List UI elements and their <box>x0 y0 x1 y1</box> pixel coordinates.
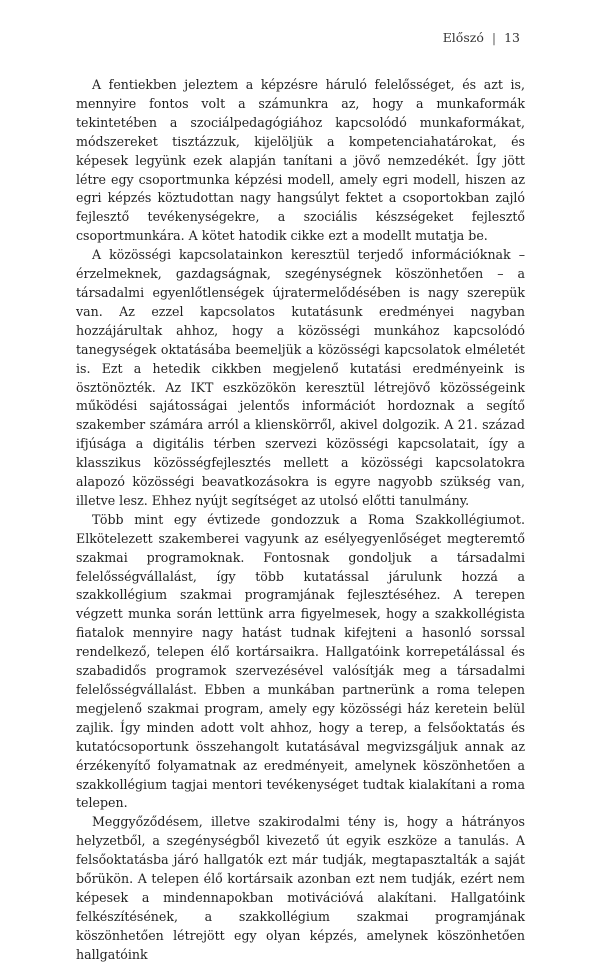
page-number: 13 <box>504 30 520 45</box>
paragraph: A fentiekben jeleztem a képzésre háruló felelősséget, és azt is, mennyire fontos volt a számunkra az, hogy a munkaformák tekintetében a szociálpedagógiához kapcsolódó munkaformákat, módszereket tisztázzuk, kijelöljük a kompetenciahatárokat, és képesek legyünk ezek alapján tanítani a jövő nemzedékét. Így jött létre egy csoportmunka képzési modell, amely egri modell, hiszen az egri képzés köztudottan nagy hangsúlyt fektet a csoportokban zajló fejlesztő tevékenységekre, a szociális készségeket fejlesztő csoportmunkára. A kötet hatodik cikke ezt a modellt mutatja be. <box>76 77 525 244</box>
paragraph: A közösségi kapcsolatainkon keresztül terjedő információknak – érzelmeknek, gazdagságnak, szegénységnek köszönhetően – a társadalmi egyenlőtlenségek újratermelődésében is nagy szerepük van. Az ezzel kapcsolatos kutatásunk eredményei nagyban hozzájárultak ahhoz, hogy a közösségi munkához kapcsolódó tanegységek oktatásába beemeljük a közösségi kapcsolatok elméletét is. Ezt a hetedik cikkben megjelenő kutatási eredményeink is ösztönözték. Az IKT eszközökön keresztül létrejövő közösségeink működési sajátosságai jelentős információt hordoznak a segítő szakember számára arról a klienskörről, akivel dolgozik. A 21. század ifjúsága a digitális térben szervezi közösségi kapcsolatait, így a klasszikus közösségfejlesztés mellett a közösségi kapcsolatokra alapozó közösségi beavatkozásokra is egyre nagyobb szükség van, illetve lesz. Ehhez nyújt segítséget az utolsó előtti tanulmány. <box>76 247 525 508</box>
header-separator: | <box>491 30 497 45</box>
paragraph: Több mint egy évtizede gondozzuk a Roma Szakkollégiumot. Elkötelezett szakemberei vagyunk az esélyegyenlőséget megteremtő szakmai programoknak. Fontosnak gondoljuk a társadalmi felelősségvállalást, így több kutatással járulunk hozzá a szakkollégium szakmai programjának fejlesztéséhez. A terepen végzett munka során lettünk arra figyelmesek, hogy a szakkollégista fiatalok mennyire nagy hatást tudnak kifejteni a hasonló sorssal rendelkező, telepen élő kortársaikra. Hallgatóink korrepetálással és szabadidős programok szervezésével valósítják meg a társadalmi felelősségvállalást. Ebben a munkában partnerünk a roma telepen megjelenő szakmai program, amely egy közösségi ház keretein belül zajlik. Így minden adott volt ahhoz, hogy a terep, a felsőoktatás és kutatócsoportunk összehangolt kutatásával megvizsgáljuk annak az érzékenyítő folyamatnak az eredményeit, amelynek köszönhetően a szakkollégium tagjai mentori tevékenységet tudtak kialakítani a roma telepen. <box>76 511 525 811</box>
running-head <box>443 30 520 45</box>
body-text <box>76 76 525 965</box>
section-title: Előszó <box>442 30 484 45</box>
paragraph: Meggyőződésem, illetve szakirodalmi tény is, hogy a hátrányos helyzetből, a szegénységből kivezető út egyik eszköze a tanulás. A felsőoktatásba járó hallgatók ezt már tudják, megtapasztalták a saját bőrükön. A telepen élő kortársaik azonban ezt nem tudják, ezért nem képesek a mindennapokban motivációvá alakítani. Hallgatóink felkészítésének, a szakkollégium szakmai programjának köszönhetően létrejött egy olyan képzés, amelynek köszönhetően hallgatóink <box>76 814 525 962</box>
